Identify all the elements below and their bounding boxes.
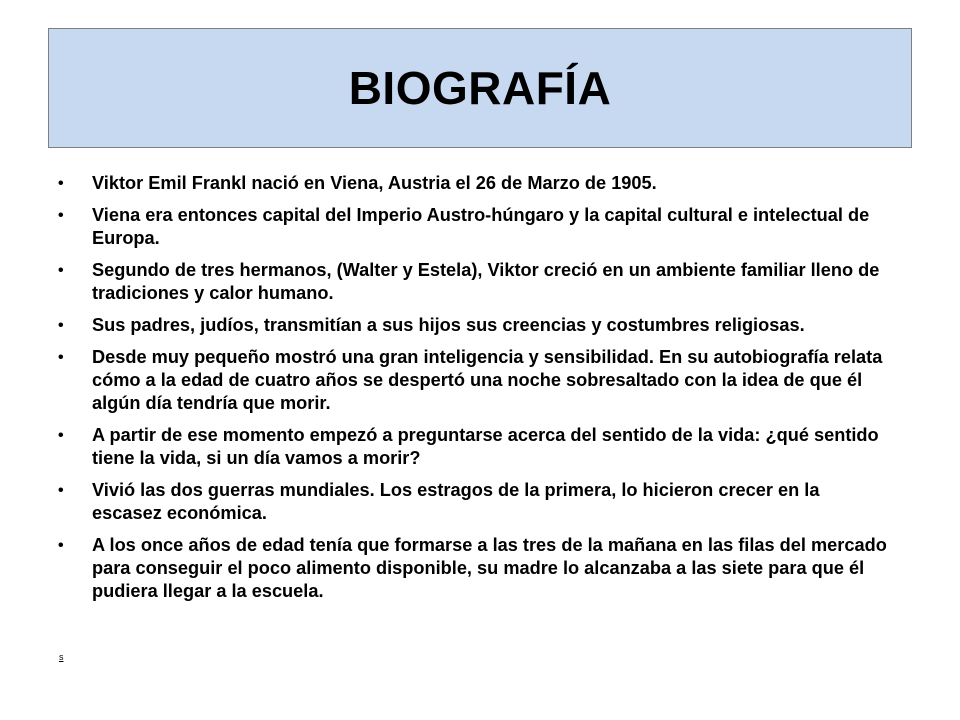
bullet-text: Viena era entonces capital del Imperio Austro-húngaro y la capital cultural e intelectual de Europa. [92,205,870,248]
title-box [48,28,912,148]
bullet-item [58,259,888,305]
bullet-item [58,172,888,195]
bullet-item [58,424,888,470]
slide-title: BIOGRAFÍA [348,62,612,114]
bullet-text: Viktor Emil Frankl nació en Viena, Austria el 26 de Marzo de 1905. [92,173,657,193]
bullet-text: A los once años de edad tenía que formarse a las tres de la mañana en las filas del mercado para conseguir el poco alimento disponible, su madre lo alcanzaba a las siete para que él pudiera llegar a la escuela. [92,535,887,601]
bullet-item [58,479,888,525]
bullet-dot-icon: • [58,262,64,279]
bullet-item [58,204,888,250]
bullet-dot-icon: • [58,349,64,366]
bullet-text: Segundo de tres hermanos, (Walter y Estela), Viktor creció en un ambiente familiar lleno de tradiciones y calor humano. [92,260,880,303]
bullet-dot-icon: • [58,427,64,444]
bullet-dot-icon: • [58,482,64,499]
bullet-text: Vivió las dos guerras mundiales. Los estragos de la primera, lo hicieron crecer en la escasez económica. [92,480,820,523]
bullet-list [58,172,888,612]
bullet-item [58,346,888,415]
bullet-dot-icon: • [58,175,64,192]
bullet-item [58,534,888,603]
bullet-dot-icon: • [58,537,64,554]
bullet-text: Desde muy pequeño mostró una gran inteligencia y sensibilidad. En su autobiografía relata cómo a la edad de cuatro años se despertó una noche sobresaltado con la idea de que él algún día tendría que morir. [92,347,883,413]
footnote-mark: s [59,652,64,662]
bullet-dot-icon: • [58,207,64,224]
bullet-text: Sus padres, judíos, transmitían a sus hijos sus creencias y costumbres religiosas. [92,315,805,335]
bullet-item [58,314,888,337]
bullet-dot-icon: • [58,317,64,334]
bullet-text: A partir de ese momento empezó a preguntarse acerca del sentido de la vida: ¿qué sentido tiene la vida, si un día vamos a morir? [92,425,879,468]
